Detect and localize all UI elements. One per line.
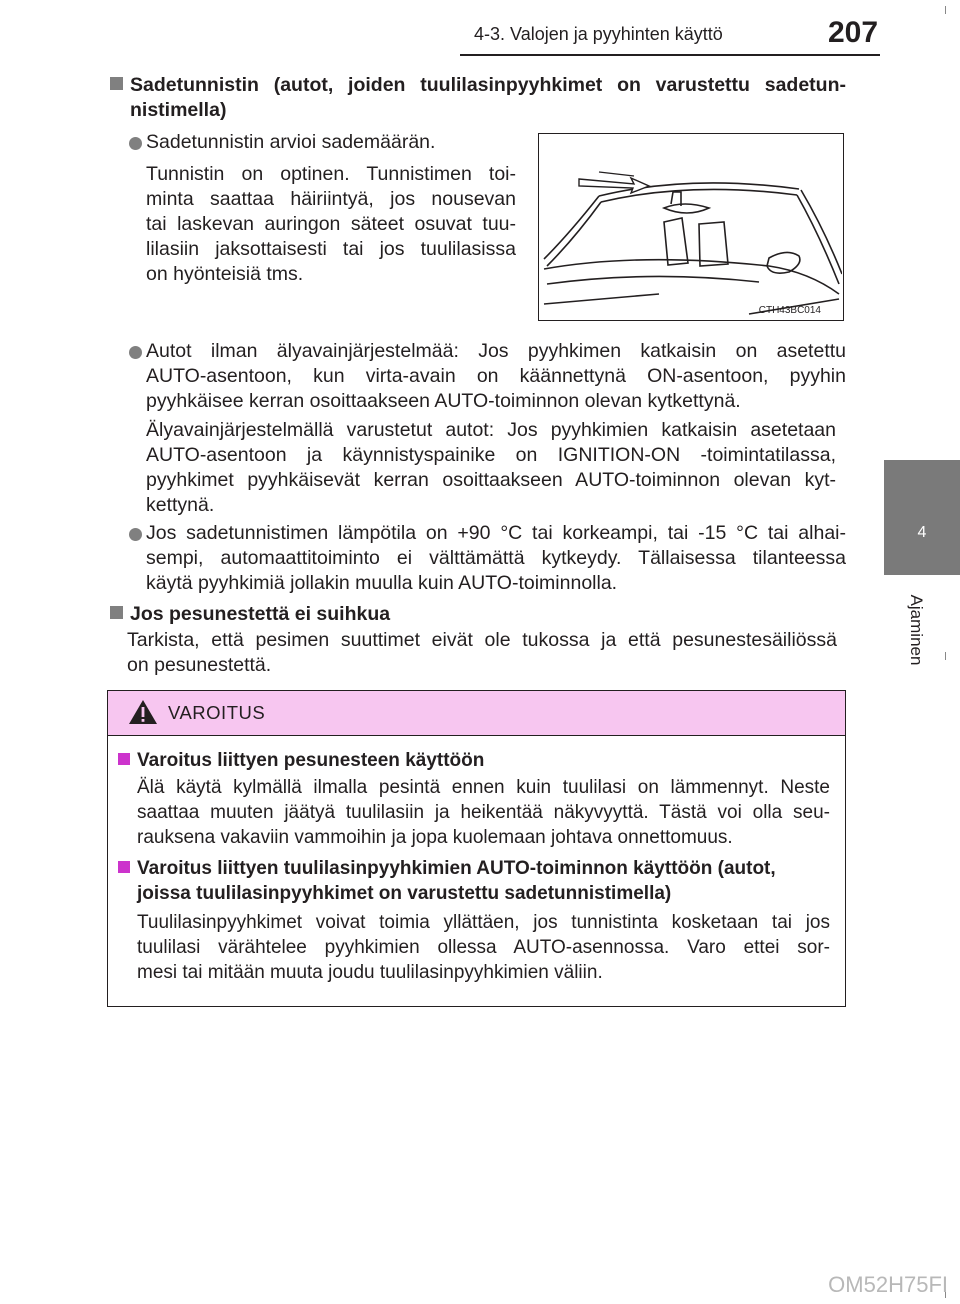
warning-item-1-heading: Varoitus liittyen pesunesteen käyttöön bbox=[118, 748, 484, 773]
chapter-label-wrap bbox=[906, 580, 926, 680]
rain-sensor-bullet-1-desc: Tunnistin on optinen. Tunnistimen toi- minta saattaa häiriintyä, jos nousevan tai laskevan auringon säteet osuvat tuu- lilasiin jaksottaisesti tai jos tuulilasissa on hyönteisiä tms. bbox=[146, 163, 516, 285]
chapter-number: 4 bbox=[917, 524, 927, 541]
warning-title: VAROITUS bbox=[168, 702, 266, 723]
rain-sensor-heading: Sadetunnistin (autot, joiden tuulilasinpyyhkimet on varustettu sadetun- nistimella) bbox=[110, 73, 846, 123]
square-bullet-icon bbox=[118, 753, 130, 765]
page-number: 207 bbox=[828, 16, 879, 49]
section-title: 4-3. Valojen ja pyyhinten käyttö bbox=[474, 24, 723, 44]
warning-item-2-text: Tuulilasinpyyhkimet voivat toimia yllättäen, jos tunnistinta kosketaan tai jos tuulilasi värähtelee pyyhkimien ollessa AUTO-asennossa. Varo ettei sor- mesi tai mitään muuta joudu tuulilasinpyyhkimien väliin. bbox=[137, 912, 830, 983]
warning-header bbox=[108, 691, 845, 736]
crop-mark bbox=[945, 652, 946, 660]
windshield-sensor-icon bbox=[539, 134, 842, 319]
warning-item-1-text: Älä käytä kylmällä ilmalla pesintä ennen kuin tuulilasi on lämmennyt. Neste saattaa muuten jäätyä tuulilasiin ja heikentää näkyvyyttä. Tästä voi olla seu- rauksena vakaviin vammoihin ja jopa kuolemaan johtava onnettomuus. bbox=[137, 777, 830, 848]
square-bullet-icon bbox=[118, 861, 130, 873]
figure-code: CTH43BC014 bbox=[758, 305, 821, 316]
crop-mark bbox=[945, 6, 946, 14]
rain-sensor-bullet-2: Autot ilman älyavainjärjestelmää: Jos pyyhkimen katkaisin on asetettu AUTO-asentoon, kun virta-avain on käännettynä ON-asentoon, pyyhin pyyhkäisee kerran osoittaakseen AUTO-toiminnon olevan kytkettynä. bbox=[146, 340, 846, 412]
rain-sensor-illustration bbox=[538, 133, 844, 321]
chapter-tab bbox=[884, 460, 960, 575]
washer-heading: Jos pesunestettä ei suihkua bbox=[110, 602, 390, 627]
square-bullet-icon bbox=[110, 606, 123, 619]
washer-text: Tarkista, että pesimen suuttimet eivät ole tukossa ja että pesunestesäiliössä on pesunestettä. bbox=[127, 629, 837, 676]
circle-bullet-icon bbox=[129, 528, 142, 541]
warning-triangle-icon bbox=[128, 699, 158, 725]
square-bullet-icon bbox=[110, 77, 123, 90]
circle-bullet-icon bbox=[129, 346, 142, 359]
rain-sensor-bullet-3: Jos sadetunnistimen lämpötila on +90 °C tai korkeampi, tai -15 °C tai alhai- sempi, automaattitoiminto ei välttämättä kytkeydy. Tällaisessa tilanteessa käytä pyyhkimiä jollakin muulla kuin AUTO-toiminnolla. bbox=[146, 522, 846, 594]
header-rule bbox=[460, 54, 880, 56]
warning-item-2-heading: Varoitus liittyen tuulilasinpyyhkimien AUTO-toiminnon käyttöön (autot, joissa tuulilasinpyyhkimet on varustettu sadetunnistimella) bbox=[118, 856, 838, 906]
rain-sensor-bullet-1: Sadetunnistin arvioi sademäärän. bbox=[146, 131, 436, 153]
rain-sensor-bullet-2-sub: Älyavainjärjestelmällä varustetut autot: Jos pyyhkimien katkaisin asetetaan AUTO-asentoon ja käynnistyspainike on IGNITION-ON -toimintatilassa, pyyhkimet pyyhkäisevät kerran osoittaakseen AUTO-toiminnon olevan kyt- kettynä. bbox=[146, 419, 836, 516]
chapter-label: Ajaminen bbox=[907, 594, 926, 666]
watermark: OM52H75FI bbox=[828, 1272, 948, 1297]
warning-box bbox=[107, 690, 846, 1007]
circle-bullet-icon bbox=[129, 137, 142, 150]
